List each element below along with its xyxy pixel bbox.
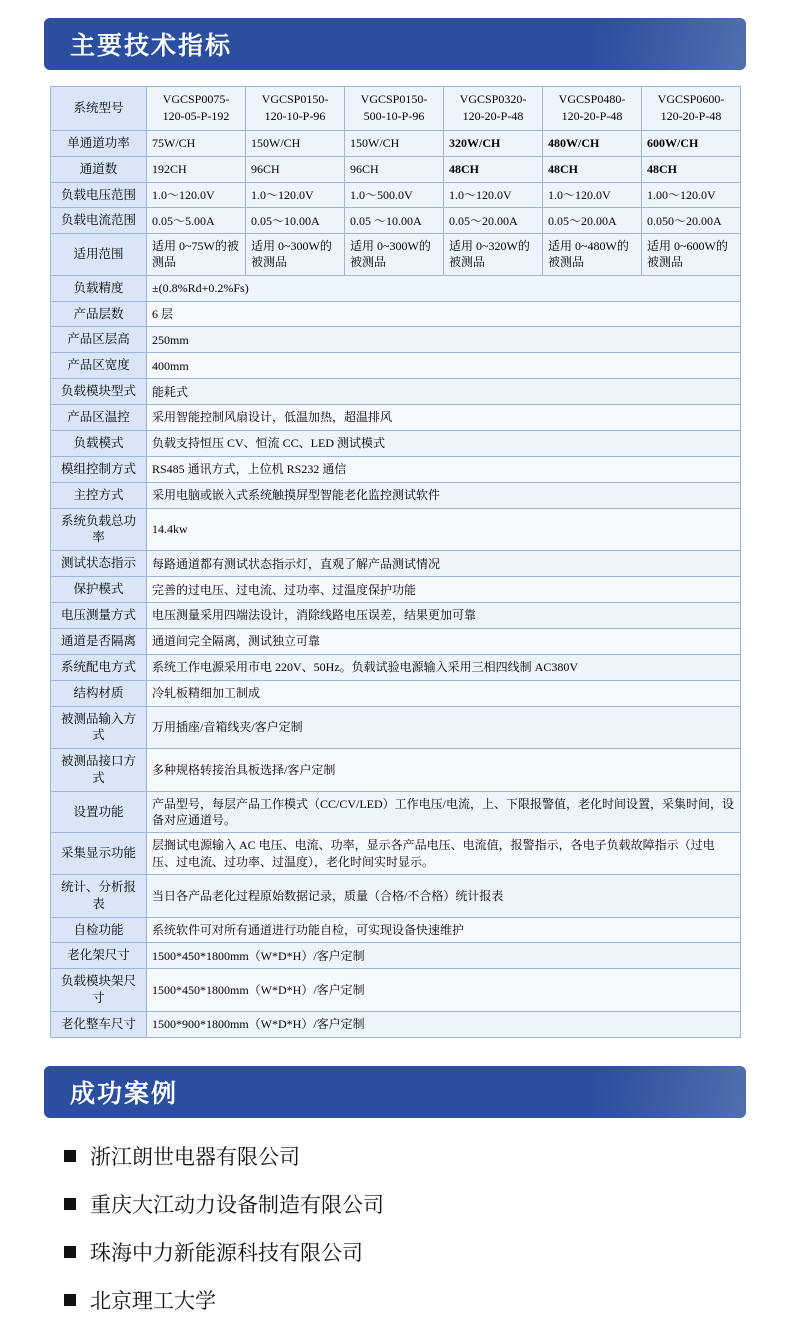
row-label: 设置功能 <box>51 792 147 833</box>
spec-value: 采用智能控制风扇设计，低温加热，超温排风 <box>147 405 741 431</box>
spec-table-wrapper <box>50 86 740 1038</box>
row-label: 被测品输入方式 <box>51 706 147 749</box>
spec-cell: 48CH <box>642 156 741 182</box>
table-row <box>51 792 741 833</box>
case-list <box>44 1132 746 1324</box>
spec-cell: 150W/CH <box>246 130 345 156</box>
spec-value: 每路通道都有测试状态指示灯，直观了解产品测试情况 <box>147 551 741 577</box>
row-label: 通道数 <box>51 156 147 182</box>
spec-value: 层搁试电源输入 AC 电压、电流、功率，显示各产品电压、电流值，报警指示，各电子负载故障指示（过电压、过电流、过功率、过温度），老化时间实时显示。 <box>147 833 741 874</box>
spec-cell: 192CH <box>147 156 246 182</box>
table-row <box>51 749 741 792</box>
spec-cell: 150W/CH <box>345 130 444 156</box>
model-cell: VGCSP0075-120-05-P-192 <box>147 87 246 131</box>
row-label: 单通道功率 <box>51 130 147 156</box>
table-row <box>51 577 741 603</box>
spec-value: 当日各产品老化过程原始数据记录，质量（合格/不合格）统计报表 <box>147 874 741 917</box>
row-label: 结构材质 <box>51 680 147 706</box>
spec-value: 系统工作电源采用市电 220V、50Hz。负载试验电源输入采用三相四线制 AC380V <box>147 654 741 680</box>
table-row <box>51 1012 741 1038</box>
row-label: 自检功能 <box>51 917 147 943</box>
spec-value: 采用电脑或嵌入式系统触摸屏型智能老化监控测试软件 <box>147 482 741 508</box>
row-label: 产品区宽度 <box>51 353 147 379</box>
spec-cell: 适用 0~600W的被测品 <box>642 234 741 275</box>
list-item <box>64 1228 746 1276</box>
spec-cell: 48CH <box>543 156 642 182</box>
case-name: 重庆大江动力设备制造有限公司 <box>90 1193 384 1217</box>
table-row <box>51 156 741 182</box>
document-page <box>0 18 790 1324</box>
spec-value: 1500*450*1800mm（W*D*H）/客户定制 <box>147 943 741 969</box>
table-row <box>51 508 741 551</box>
spec-cell: 0.05～5.00A <box>147 208 246 234</box>
row-label: 产品区层高 <box>51 327 147 353</box>
spec-value: 系统软件可对所有通道进行功能自检，可实现设备快速维护 <box>147 917 741 943</box>
row-label: 统计、分析报表 <box>51 874 147 917</box>
spec-value: 多种规格转接治具板选择/客户定制 <box>147 749 741 792</box>
table-row <box>51 943 741 969</box>
spec-cell: 600W/CH <box>642 130 741 156</box>
model-cell: VGCSP0320-120-20-P-48 <box>444 87 543 131</box>
table-row <box>51 706 741 749</box>
spec-cell: 0.05～20.00A <box>444 208 543 234</box>
spec-value: 14.4kw <box>147 508 741 551</box>
spec-value: 负载支持恒压 CV、恒流 CC、LED 测试模式 <box>147 430 741 456</box>
spec-cell: 0.050～20.00A <box>642 208 741 234</box>
spec-cell: 适用 0~300W的被测品 <box>246 234 345 275</box>
model-cell: VGCSP0600-120-20-P-48 <box>642 87 741 131</box>
spec-value: 400mm <box>147 353 741 379</box>
spec-cell: 适用 0~320W的被测品 <box>444 234 543 275</box>
case-name: 北京理工大学 <box>90 1289 216 1313</box>
row-label: 电压测量方式 <box>51 603 147 629</box>
table-row <box>51 628 741 654</box>
table-row <box>51 833 741 874</box>
row-label: 产品层数 <box>51 301 147 327</box>
table-row <box>51 603 741 629</box>
spec-value: 冷轧板精细加工制成 <box>147 680 741 706</box>
row-label: 通道是否隔离 <box>51 628 147 654</box>
spec-value: 能耗式 <box>147 379 741 405</box>
row-label: 主控方式 <box>51 482 147 508</box>
spec-cell: 1.00～120.0V <box>642 182 741 208</box>
cases-title: 成功案例 <box>70 1079 179 1108</box>
spec-cell: 1.0～500.0V <box>345 182 444 208</box>
row-label: 系统型号 <box>51 87 147 131</box>
spec-value: 1500*450*1800mm（W*D*H）/客户定制 <box>147 969 741 1012</box>
table-row <box>51 680 741 706</box>
square-bullet-icon <box>64 1198 76 1210</box>
table-row <box>51 969 741 1012</box>
table-row <box>51 234 741 275</box>
spec-cell: 1.0～120.0V <box>147 182 246 208</box>
spec-cell: 0.05 ～10.00A <box>345 208 444 234</box>
row-label: 负载模块型式 <box>51 379 147 405</box>
spec-cell: 0.05～10.00A <box>246 208 345 234</box>
table-row <box>51 182 741 208</box>
table-row <box>51 275 741 301</box>
spec-cell: 适用 0~480W的被测品 <box>543 234 642 275</box>
table-row <box>51 208 741 234</box>
row-label: 老化架尺寸 <box>51 943 147 969</box>
section-banner-specs <box>44 18 746 70</box>
list-item <box>64 1180 746 1228</box>
row-label: 负载模块架尺寸 <box>51 969 147 1012</box>
spec-cell: 48CH <box>444 156 543 182</box>
spec-cell: 75W/CH <box>147 130 246 156</box>
row-label: 模组控制方式 <box>51 456 147 482</box>
spec-table <box>50 86 741 1038</box>
table-row <box>51 456 741 482</box>
spec-cell: 1.0～120.0V <box>444 182 543 208</box>
spec-cell: 1.0～120.0V <box>246 182 345 208</box>
spec-value: 完善的过电压、过电流、过功率、过温度保护功能 <box>147 577 741 603</box>
spec-value: 6 层 <box>147 301 741 327</box>
spec-cell: 适用 0~300W的被测品 <box>345 234 444 275</box>
spec-value: 1500*900*1800mm（W*D*H）/客户定制 <box>147 1012 741 1038</box>
square-bullet-icon <box>64 1150 76 1162</box>
table-row <box>51 551 741 577</box>
table-row <box>51 874 741 917</box>
square-bullet-icon <box>64 1294 76 1306</box>
row-label: 负载模式 <box>51 430 147 456</box>
spec-cell: 480W/CH <box>543 130 642 156</box>
table-row <box>51 430 741 456</box>
row-label: 负载精度 <box>51 275 147 301</box>
table-row <box>51 405 741 431</box>
list-item <box>64 1132 746 1180</box>
row-label: 产品区温控 <box>51 405 147 431</box>
list-item <box>64 1276 746 1324</box>
table-row <box>51 87 741 131</box>
spec-cell: 适用 0~75W的被测品 <box>147 234 246 275</box>
row-label: 采集显示功能 <box>51 833 147 874</box>
spec-value: 通道间完全隔离，测试独立可靠 <box>147 628 741 654</box>
table-row <box>51 379 741 405</box>
square-bullet-icon <box>64 1246 76 1258</box>
table-row <box>51 130 741 156</box>
spec-cell: 0.05～20.00A <box>543 208 642 234</box>
section-banner-cases <box>44 1066 746 1118</box>
spec-value: ±(0.8%Rd+0.2%Fs) <box>147 275 741 301</box>
spec-cell: 96CH <box>345 156 444 182</box>
row-label: 负载电压范围 <box>51 182 147 208</box>
spec-value: 产品型号，每层产品工作模式（CC/CV/LED）工作电压/电流，上、下限报警值，老化时间设置，采集时间，设备对应通道号。 <box>147 792 741 833</box>
table-row <box>51 654 741 680</box>
row-label: 保护模式 <box>51 577 147 603</box>
row-label: 系统配电方式 <box>51 654 147 680</box>
model-cell: VGCSP0150-500-10-P-96 <box>345 87 444 131</box>
table-row <box>51 482 741 508</box>
case-name: 浙江朗世电器有限公司 <box>90 1145 300 1169</box>
row-label: 负载电流范围 <box>51 208 147 234</box>
row-label: 适用范围 <box>51 234 147 275</box>
spec-cell: 1.0～120.0V <box>543 182 642 208</box>
row-label: 系统负载总功率 <box>51 508 147 551</box>
spec-cell: 96CH <box>246 156 345 182</box>
table-row <box>51 917 741 943</box>
specs-title: 主要技术指标 <box>70 32 233 60</box>
table-row <box>51 353 741 379</box>
row-label: 被测品接口方式 <box>51 749 147 792</box>
table-row <box>51 327 741 353</box>
spec-value: 万用插座/音箱线夹/客户定制 <box>147 706 741 749</box>
row-label: 老化整车尺寸 <box>51 1012 147 1038</box>
spec-value: RS485 通讯方式，上位机 RS232 通信 <box>147 456 741 482</box>
spec-value: 电压测量采用四端法设计，消除线路电压误差，结果更加可靠 <box>147 603 741 629</box>
case-name: 珠海中力新能源科技有限公司 <box>90 1241 363 1265</box>
table-row <box>51 301 741 327</box>
model-cell: VGCSP0150-120-10-P-96 <box>246 87 345 131</box>
model-cell: VGCSP0480-120-20-P-48 <box>543 87 642 131</box>
row-label: 测试状态指示 <box>51 551 147 577</box>
spec-cell: 320W/CH <box>444 130 543 156</box>
spec-value: 250mm <box>147 327 741 353</box>
